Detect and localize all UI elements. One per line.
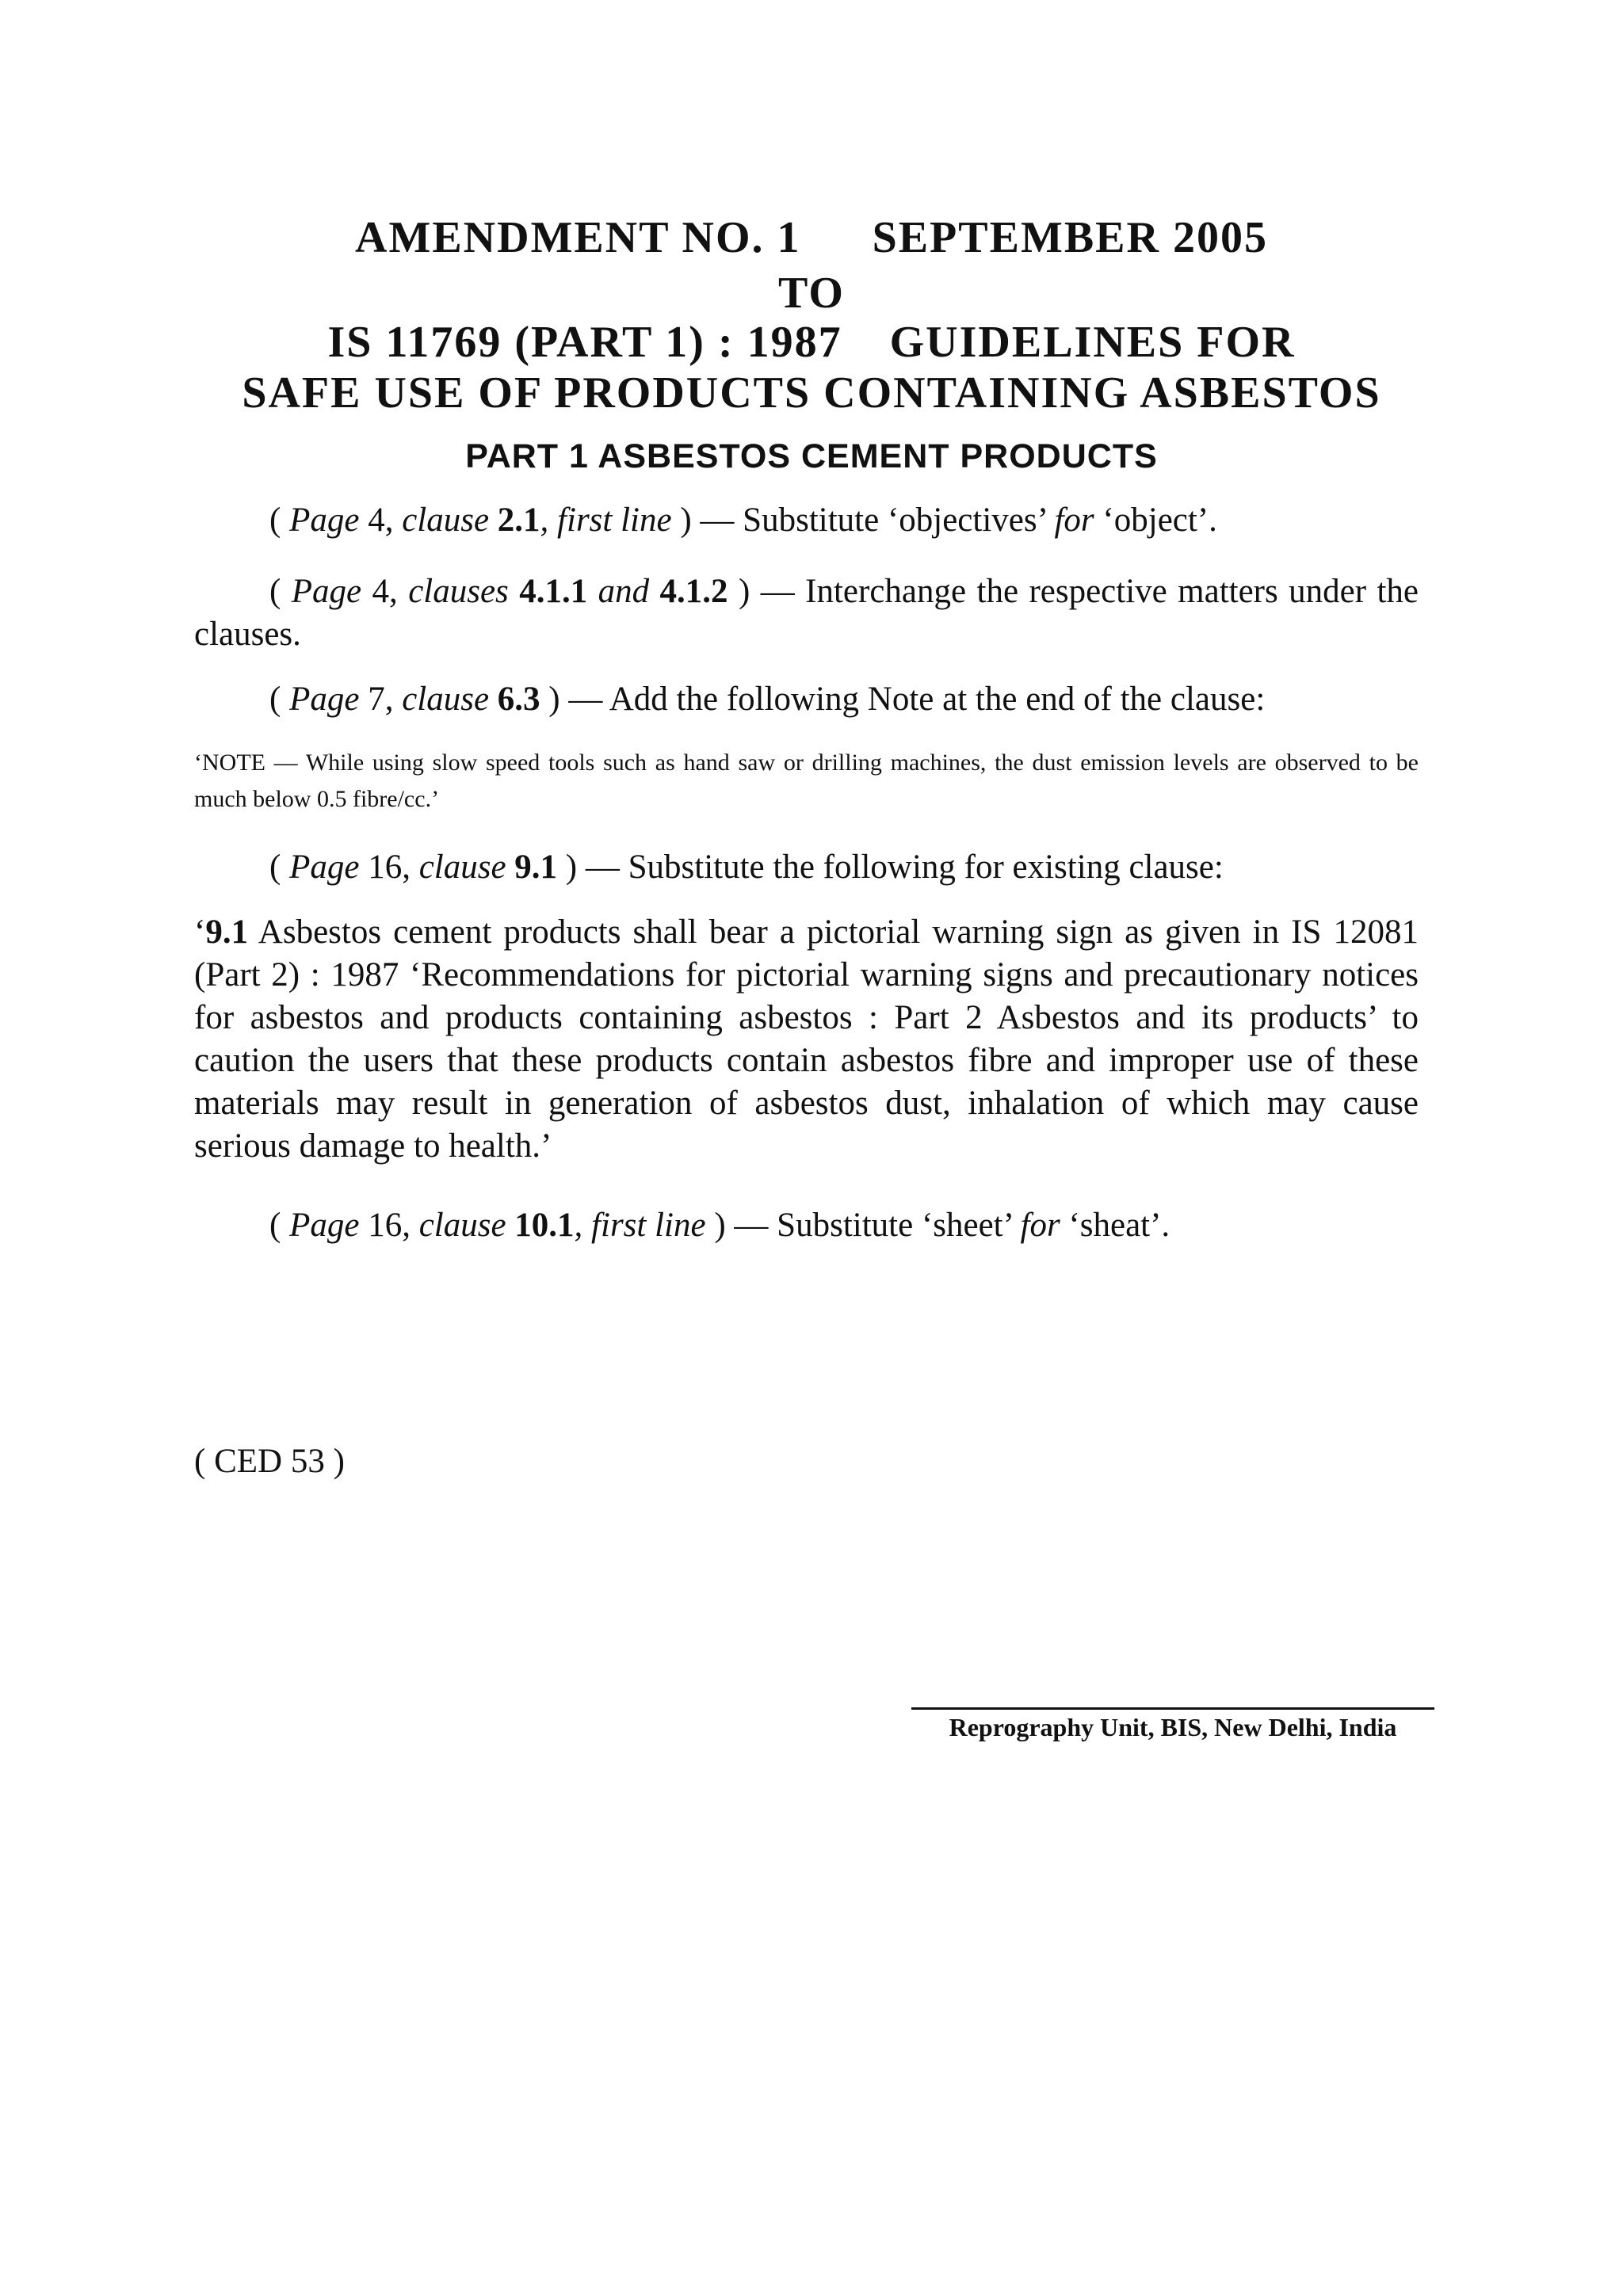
amendment-item-4: ( Page 16, clause 9.1 ) — Substitute the following for existing clause: xyxy=(269,849,1224,886)
standard-number: IS 11769 (PART 1) : 1987 xyxy=(327,318,842,367)
committee-reference: ( CED 53 ) xyxy=(194,1443,345,1480)
amendment-heading xyxy=(0,212,1623,263)
note-text: ‘NOTE — While using slow speed tools such as hand saw or drilling machines, the dust emission levels are observed to be much below 0.5 fibre/cc.’ xyxy=(194,749,1419,812)
part-title: PART 1 ASBESTOS CEMENT PRODUCTS xyxy=(465,437,1158,475)
amendment-item-2: ( Page 4, clauses 4.1.1 and 4.1.2 ) — Interchange the respective matters under the clauses. xyxy=(194,573,1419,653)
guidelines-label: GUIDELINES FOR xyxy=(889,318,1296,367)
substituted-clause-9-1: ‘9.1 Asbestos cement products shall bear a pictorial warning sign as given in IS 12081 (Part 2) : 1987 ‘Recommendations for pictorial warning signs and precautionary notices for asbestos and products containing asbestos : Part 2 Asbestos and its products’ to caution the users that these products contain asbestos fibre and improper use of these materials may result in generation of asbestos dust, inhalation of which may cause serious damage to health.’ xyxy=(194,913,1419,1165)
amendment-number: AMENDMENT NO. 1 xyxy=(355,213,801,262)
footer-text: Reprography Unit, BIS, New Delhi, India xyxy=(949,1713,1397,1741)
amendment-date: SEPTEMBER 2005 xyxy=(872,213,1268,262)
standard-heading xyxy=(0,317,1623,368)
footer-rule xyxy=(911,1707,1434,1710)
amendment-item-3: ( Page 7, clause 6.3 ) — Add the following Note at the end of the clause: xyxy=(269,681,1266,718)
to-heading: TO xyxy=(778,269,845,318)
standard-title: SAFE USE OF PRODUCTS CONTAINING ASBESTOS xyxy=(242,368,1381,418)
amendment-item-1: ( Page 4, clause 2.1, first line ) — Substitute ‘objectives’ for ‘object’. xyxy=(269,502,1217,539)
amendment-item-5: ( Page 16, clause 10.1, first line ) — Substitute ‘sheet’ for ‘sheat’. xyxy=(269,1207,1170,1244)
